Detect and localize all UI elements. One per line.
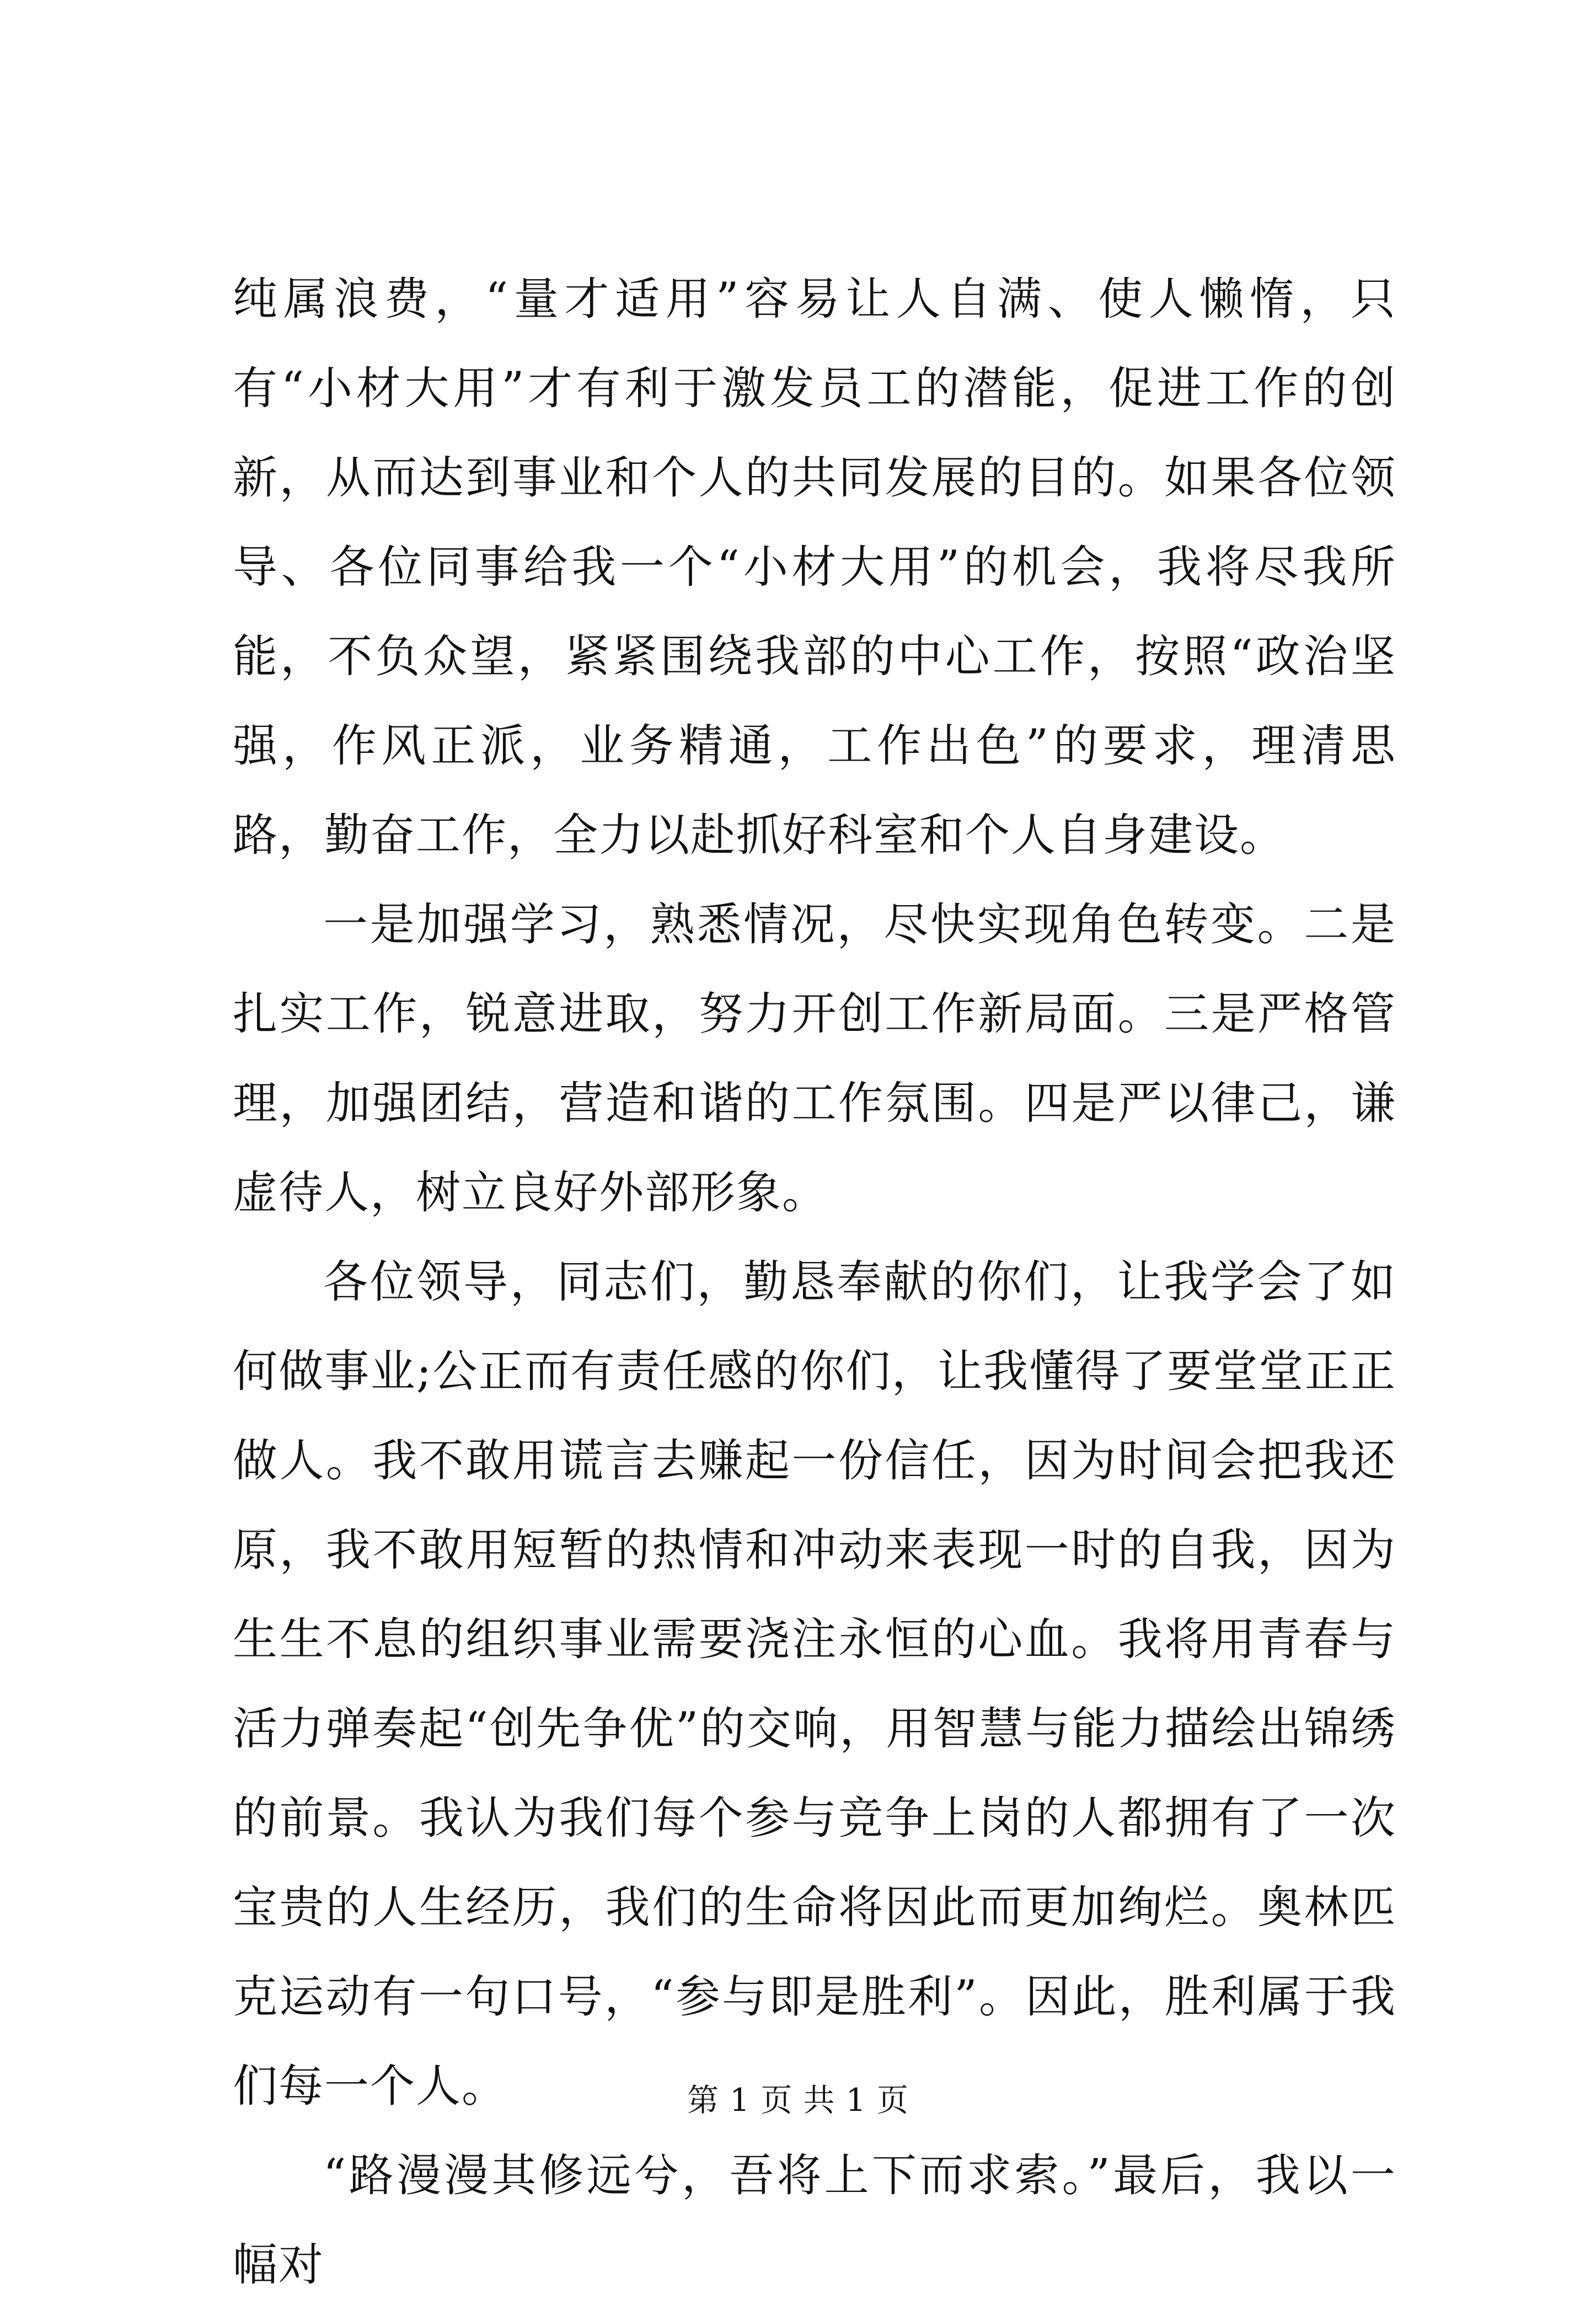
page-footer: 第 1 页 共 1 页 [687,2082,909,2119]
document-body [233,255,1396,2310]
paragraph-4: “路漫漫其修远兮，吾将上下而求索。”最后，我以一幅对 [233,2150,1396,2291]
paragraph-2: 一是加强学习，熟悉情况，尽快实现角色转变。二是扎实工作，锐意进取，努力开创工作新局面。三是严格管理，加强团结，营造和谐的工作氛围。四是严以律己，谦虚待人，树立良好外部形象。 [233,899,1396,1219]
paragraph-3: 各位领导，同志们，勤恳奉献的你们，让我学会了如何做事业;公正而有责任感的你们，让我懂得了要堂堂正正做人。我不敢用谎言去赚起一份信任，因为时间会把我还原，我不敢用短暂的热情和冲动来表现一时的自我，因为生生不息的组织事业需要浇注永恒的心血。我将用青春与活力弹奏起“创先争优”的交响，用智慧与能力描绘出锦绣的前景。我认为我们每个参与竞争上岗的人都拥有了一次宝贵的人生经历，我们的生命将因此而更加绚烂。奥林匹克运动有一句口号，“参与即是胜利”。因此，胜利属于我们每一个人。 [233,1256,1396,2113]
paragraph-1: 纯属浪费，“量才适用”容易让人自满、使人懒惰，只有“小材大用”才有利于激发员工的潜能，促进工作的创新，从而达到事业和个人的共同发展的目的。如果各位领导、各位同事给我一个“小材大用”的机会，我将尽我所能，不负众望，紧紧围绕我部的中心工作，按照“政治坚强，作风正派，业务精通，工作出色”的要求，理清思路，勤奋工作，全力以赴抓好科室和个人自身建设。 [233,274,1396,862]
